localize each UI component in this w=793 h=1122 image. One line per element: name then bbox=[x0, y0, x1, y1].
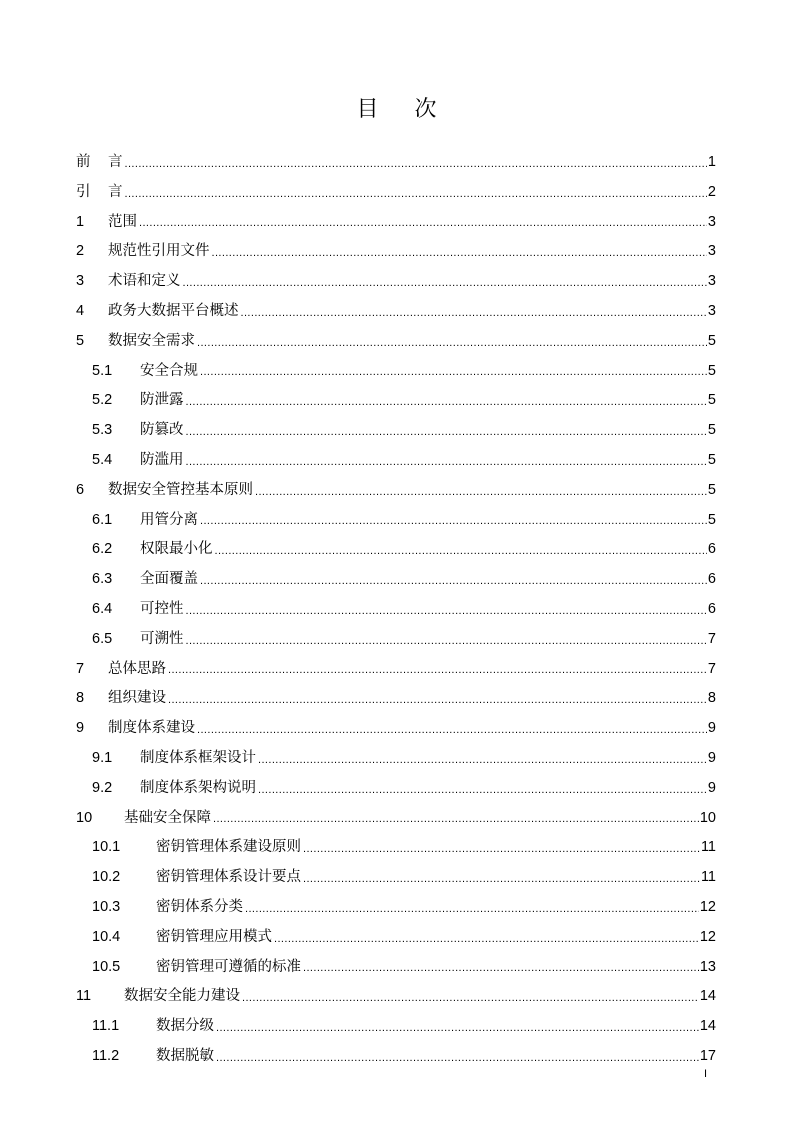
toc-entry-number: 引 bbox=[76, 183, 91, 200]
toc-dot-leader bbox=[125, 178, 707, 208]
toc-dot-leader bbox=[303, 863, 700, 893]
toc-dot-leader bbox=[242, 982, 699, 1012]
toc-entry-title: 安全合规 bbox=[140, 362, 198, 379]
toc-page-number: 1 bbox=[707, 154, 716, 170]
toc-entry-number: 10.3 bbox=[92, 898, 121, 915]
toc-dot-leader bbox=[200, 506, 707, 536]
toc-entry-number: 3 bbox=[76, 273, 85, 290]
toc-page-number: 12 bbox=[699, 898, 716, 915]
title-part-1: 目 bbox=[356, 97, 379, 122]
toc-dot-leader bbox=[303, 833, 700, 863]
toc-page-number: 5 bbox=[707, 332, 716, 349]
toc-subentry[interactable] bbox=[76, 595, 716, 625]
toc-entry[interactable] bbox=[76, 476, 716, 506]
toc-page-number: 12 bbox=[699, 928, 716, 945]
toc-page-number: 8 bbox=[707, 690, 716, 707]
toc-page-number: 10 bbox=[699, 809, 716, 826]
toc-entry-number: 5.4 bbox=[92, 451, 113, 468]
toc-subentry[interactable] bbox=[76, 893, 716, 923]
toc-dot-leader bbox=[200, 357, 707, 387]
toc-page-number: 17 bbox=[699, 1047, 716, 1064]
toc-entry-number: 8 bbox=[76, 690, 85, 707]
toc-subentry[interactable] bbox=[76, 923, 716, 953]
toc-subentry[interactable] bbox=[76, 535, 716, 565]
toc-subentry[interactable] bbox=[76, 953, 716, 983]
toc-entry-title: 基础安全保障 bbox=[124, 809, 211, 826]
table-of-contents bbox=[76, 148, 716, 1072]
toc-entry-title: 用管分离 bbox=[140, 511, 198, 528]
toc-dot-leader bbox=[186, 625, 707, 655]
toc-entry-title: 数据安全管控基本原则 bbox=[108, 481, 253, 498]
toc-entry[interactable] bbox=[76, 655, 716, 685]
toc-entry-number: 5 bbox=[76, 332, 85, 349]
toc-entry-title: 总体思路 bbox=[108, 660, 166, 677]
toc-entry-number: 10.2 bbox=[92, 869, 121, 886]
toc-entry-title: 防滥用 bbox=[140, 451, 184, 468]
toc-subentry[interactable] bbox=[76, 863, 716, 893]
toc-entry-number: 2 bbox=[76, 243, 85, 260]
toc-entry-number: 6.5 bbox=[92, 630, 113, 647]
toc-entry-title: 数据安全需求 bbox=[108, 332, 195, 349]
toc-page-number: 5 bbox=[707, 422, 716, 439]
toc-page-number: 2 bbox=[707, 183, 716, 200]
toc-page-number: 7 bbox=[707, 630, 716, 647]
toc-page-number: 5 bbox=[707, 362, 716, 379]
toc-subentry[interactable] bbox=[76, 565, 716, 595]
toc-dot-leader bbox=[241, 297, 707, 327]
toc-dot-leader bbox=[303, 953, 699, 983]
toc-entry-number: 10.1 bbox=[92, 839, 121, 856]
toc-entry-title: 密钥体系分类 bbox=[156, 898, 243, 915]
toc-entry-number: 6.4 bbox=[92, 600, 113, 617]
toc-entry[interactable] bbox=[76, 178, 716, 208]
toc-dot-leader bbox=[168, 655, 707, 685]
page-title bbox=[0, 92, 793, 128]
toc-dot-leader bbox=[186, 446, 707, 476]
toc-entry[interactable] bbox=[76, 982, 716, 1012]
toc-dot-leader bbox=[258, 744, 707, 774]
toc-entry-number: 6 bbox=[76, 481, 85, 498]
toc-dot-leader bbox=[125, 148, 707, 178]
toc-entry-number: 9 bbox=[76, 720, 85, 737]
toc-page-number: 7 bbox=[707, 660, 716, 677]
toc-entry-title: 规范性引用文件 bbox=[108, 243, 210, 260]
toc-entry-number: 9.1 bbox=[92, 749, 113, 766]
toc-entry-number: 10.4 bbox=[92, 928, 121, 945]
toc-dot-leader bbox=[186, 386, 707, 416]
toc-dot-leader bbox=[255, 476, 707, 506]
toc-subentry[interactable] bbox=[76, 386, 716, 416]
toc-entry-number: 6.3 bbox=[92, 571, 113, 588]
toc-subentry[interactable] bbox=[76, 1042, 716, 1072]
toc-entry-title: 密钥管理体系设计要点 bbox=[156, 869, 301, 886]
toc-subentry[interactable] bbox=[76, 1012, 716, 1042]
toc-page-number: 5 bbox=[707, 511, 716, 528]
toc-entry-number: 11.2 bbox=[92, 1047, 120, 1064]
toc-entry[interactable] bbox=[76, 714, 716, 744]
toc-subentry[interactable] bbox=[76, 446, 716, 476]
toc-page-number: 3 bbox=[707, 273, 716, 290]
toc-entry-number: 4 bbox=[76, 302, 85, 319]
toc-dot-leader bbox=[197, 327, 707, 357]
toc-entry-title: 防篡改 bbox=[140, 422, 184, 439]
toc-dot-leader bbox=[258, 774, 707, 804]
toc-entry-title: 防泄露 bbox=[140, 392, 184, 409]
toc-dot-leader bbox=[216, 1012, 699, 1042]
toc-page-number: 14 bbox=[699, 988, 716, 1005]
toc-entry-number: 前 bbox=[76, 154, 91, 170]
toc-entry-number: 9.2 bbox=[92, 779, 113, 796]
toc-entry-number: 11 bbox=[76, 988, 92, 1005]
title-part-2: 次 bbox=[414, 97, 437, 122]
toc-dot-leader bbox=[216, 1042, 699, 1072]
toc-entry-number: 7 bbox=[76, 660, 85, 677]
toc-page-number: 3 bbox=[707, 243, 716, 260]
toc-page-number: 3 bbox=[707, 213, 716, 230]
toc-entry-number: 6.2 bbox=[92, 541, 113, 558]
toc-page-number: 6 bbox=[707, 600, 716, 617]
toc-entry[interactable] bbox=[76, 327, 716, 357]
toc-entry-number: 5.2 bbox=[92, 392, 113, 409]
toc-entry-title: 数据安全能力建设 bbox=[124, 988, 240, 1005]
toc-entry-number: 1 bbox=[76, 213, 85, 230]
toc-dot-leader bbox=[274, 923, 699, 953]
toc-entry-title: 术语和定义 bbox=[108, 273, 181, 290]
toc-entry[interactable] bbox=[76, 237, 716, 267]
toc-dot-leader bbox=[213, 804, 699, 834]
toc-entry-title: 制度体系框架设计 bbox=[140, 749, 256, 766]
toc-page-number: 3 bbox=[707, 302, 716, 319]
toc-dot-leader bbox=[186, 416, 707, 446]
toc-page-number: 9 bbox=[707, 749, 716, 766]
toc-page-number: 9 bbox=[707, 720, 716, 737]
toc-dot-leader bbox=[139, 208, 707, 238]
toc-subentry[interactable] bbox=[76, 833, 716, 863]
toc-entry-title: 言 bbox=[108, 183, 123, 200]
toc-subentry[interactable] bbox=[76, 416, 716, 446]
toc-dot-leader bbox=[197, 714, 707, 744]
toc-entry[interactable] bbox=[76, 148, 716, 178]
toc-dot-leader bbox=[245, 893, 699, 923]
toc-entry-title: 制度体系建设 bbox=[108, 720, 195, 737]
toc-dot-leader bbox=[212, 237, 707, 267]
toc-entry-number: 6.1 bbox=[92, 511, 113, 528]
toc-entry[interactable] bbox=[76, 208, 716, 238]
toc-entry-title: 数据分级 bbox=[156, 1018, 214, 1035]
toc-dot-leader bbox=[215, 535, 707, 565]
toc-dot-leader bbox=[186, 595, 707, 625]
toc-dot-leader bbox=[183, 267, 707, 297]
toc-page-number: 11 bbox=[700, 839, 716, 856]
toc-page-number: 6 bbox=[707, 571, 716, 588]
toc-entry-title: 组织建设 bbox=[108, 690, 166, 707]
toc-entry-title: 制度体系架构说明 bbox=[140, 779, 256, 796]
toc-entry-number: 5.3 bbox=[92, 422, 113, 439]
toc-dot-leader bbox=[200, 565, 707, 595]
footer-page-number: I bbox=[704, 1068, 708, 1080]
toc-entry-number: 10 bbox=[76, 809, 93, 826]
toc-entry-title: 全面覆盖 bbox=[140, 571, 198, 588]
toc-entry-title: 权限最小化 bbox=[140, 541, 213, 558]
toc-entry-title: 可溯性 bbox=[140, 630, 184, 647]
toc-page-number: 13 bbox=[699, 958, 716, 975]
toc-entry-title: 范围 bbox=[108, 213, 137, 230]
toc-entry[interactable] bbox=[76, 804, 716, 834]
toc-dot-leader bbox=[168, 684, 707, 714]
toc-entry-title: 数据脱敏 bbox=[156, 1047, 214, 1064]
toc-entry-title: 密钥管理体系建设原则 bbox=[156, 839, 301, 856]
toc-entry-number: 11.1 bbox=[92, 1018, 120, 1035]
toc-subentry[interactable] bbox=[76, 357, 716, 387]
toc-entry-title: 密钥管理应用模式 bbox=[156, 928, 272, 945]
toc-entry-title: 可控性 bbox=[140, 600, 184, 617]
toc-subentry[interactable] bbox=[76, 506, 716, 536]
toc-page-number: 9 bbox=[707, 779, 716, 796]
toc-subentry[interactable] bbox=[76, 625, 716, 655]
toc-subentry[interactable] bbox=[76, 744, 716, 774]
toc-subentry[interactable] bbox=[76, 774, 716, 804]
toc-page-number: 5 bbox=[707, 392, 716, 409]
toc-entry-number: 10.5 bbox=[92, 958, 121, 975]
toc-entry[interactable] bbox=[76, 684, 716, 714]
toc-entry[interactable] bbox=[76, 297, 716, 327]
toc-entry-title: 言 bbox=[108, 154, 123, 170]
toc-page-number: 14 bbox=[699, 1018, 716, 1035]
toc-page-number: 5 bbox=[707, 451, 716, 468]
toc-entry-title: 密钥管理可遵循的标准 bbox=[156, 958, 301, 975]
toc-entry-number: 5.1 bbox=[92, 362, 113, 379]
toc-entry-title: 政务大数据平台概述 bbox=[108, 302, 239, 319]
toc-entry[interactable] bbox=[76, 267, 716, 297]
toc-page-number: 6 bbox=[707, 541, 716, 558]
toc-page-number: 11 bbox=[700, 869, 716, 886]
toc-page-number: 5 bbox=[707, 481, 716, 498]
